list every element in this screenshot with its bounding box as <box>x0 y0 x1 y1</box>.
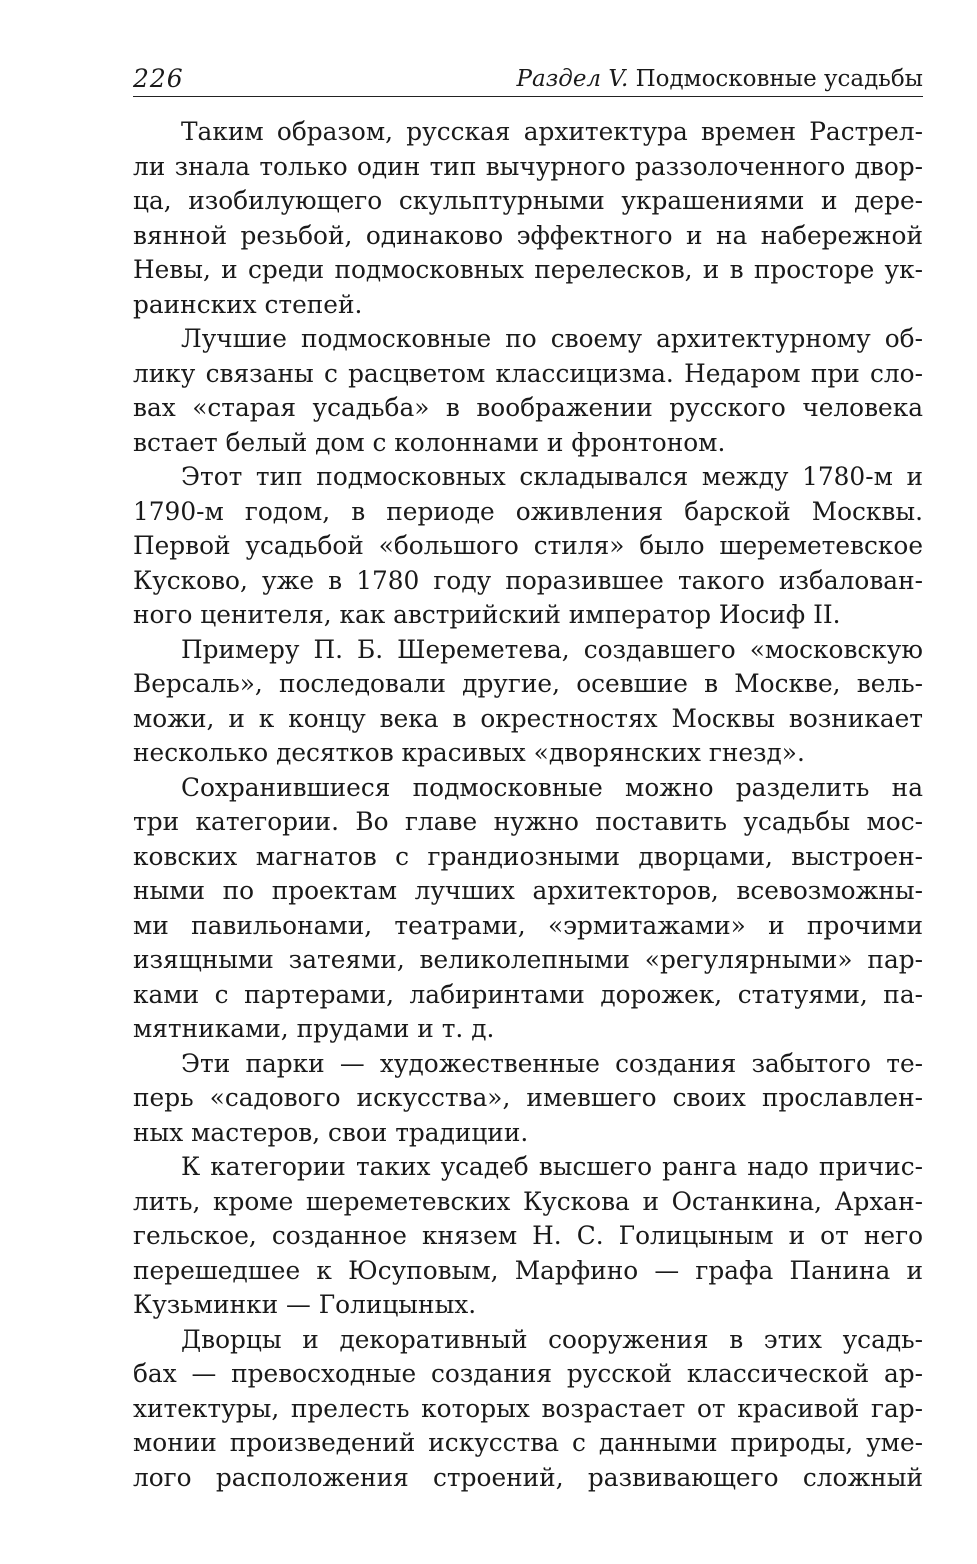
page-number: 226 <box>133 64 184 93</box>
text-line: ными по проектам лучших архитекторов, всевозможны- <box>133 876 923 905</box>
text-line: Первой усадьбой «большого стиля» было шереметевское <box>133 531 923 560</box>
text-line: хитектуры, прелесть которых возрастает от красивой гар- <box>133 1393 923 1423</box>
text-line: встает белый дом с колоннами и фронтоном. <box>133 427 726 457</box>
text-line: изящными затеями, великолепными «регулярными» пар- <box>133 945 923 974</box>
text-line: несколько десятков красивых «дворянских гнезд». <box>133 738 805 767</box>
text-line: Примеру П. Б. Шереметева, создавшего «московскую <box>181 634 923 664</box>
text-line: вах «старая усадьба» в воображении русского человека <box>133 393 923 422</box>
text-line: можи, и к концу века в окрестностях Москвы возникает <box>133 703 923 733</box>
text-line: ми павильонами, театрами, «эрмитажами» и прочими <box>133 910 923 940</box>
text-line: ных мастеров, свои традиции. <box>133 1117 529 1147</box>
text-line: Невы, и среди подмосковных перелесков, и в просторе ук- <box>133 255 923 284</box>
text-line: ли знала только один тип вычурного раззолоченного двор- <box>133 151 923 181</box>
text-line: гельское, созданное князем Н. С. Голицыным и от него <box>133 1221 923 1250</box>
text-line: лить, кроме шереметевских Кускова и Останкина, Архан- <box>133 1186 923 1216</box>
text-line: Версаль», последовали другие, осевшие в Москве, вель- <box>133 669 923 698</box>
text-line: ками с партерами, лабиринтами дорожек, статуями, па- <box>133 979 923 1009</box>
text-line: 1790-м годом, в периоде оживления барской Москвы. <box>133 496 923 526</box>
text-line: бах — превосходные создания русской классической ар- <box>133 1359 923 1388</box>
text-line: ца, изобилующего скульптурными украшениями и дере- <box>133 186 923 215</box>
text-line: лого расположения строений, развивающего сложный <box>133 1462 923 1492</box>
text-line: монии произведений искусства с данными природы, уме- <box>133 1428 923 1457</box>
text-line: перешедшее к Юсуповым, Марфино — графа Панина и <box>133 1255 923 1285</box>
text-line: Этот тип подмосковных складывался между 1780-м и <box>181 462 923 491</box>
text-line: перь «садового искусства», имевшего своих прославлен- <box>133 1083 923 1112</box>
text-line: Кузьминки — Голицыных. <box>133 1290 477 1319</box>
text-line: Дворцы и декоративный сооружения в этих усадь- <box>181 1324 923 1354</box>
text-line: К категории таких усадеб высшего ранга надо причис- <box>181 1152 923 1181</box>
text-line: мятниками, прудами и т. д. <box>133 1014 495 1043</box>
text-line: Эти парки — художественные создания забытого те- <box>181 1048 923 1078</box>
text-line: ного ценителя, как австрийский император Иосиф II. <box>133 600 841 629</box>
text-line: Кусково, уже в 1780 году поразившее такого избалован- <box>133 565 923 595</box>
section-title: Подмосковные усадьбы <box>635 66 923 92</box>
text-line: Таким образом, русская архитектура времен Растрел- <box>181 117 923 146</box>
text-line: ковских магнатов с грандиозными дворцами, выстроен- <box>133 841 923 871</box>
text-line: вянной резьбой, одинаково эффектного и на набережной <box>133 220 923 250</box>
body-text <box>133 115 923 1495</box>
page-header <box>133 60 923 97</box>
text-line: раинских степей. <box>133 289 363 319</box>
running-head <box>517 66 923 92</box>
text-line: Лучшие подмосковные по своему архитектурному об- <box>181 324 923 353</box>
text-line: лику связаны с расцветом классицизма. Недаром при сло- <box>133 358 923 388</box>
section-label: Раздел V. <box>516 66 629 92</box>
text-line: три категории. Во главе нужно поставить усадьбы мос- <box>133 807 923 836</box>
text-line: Сохранившиеся подмосковные можно разделить на <box>181 772 923 802</box>
